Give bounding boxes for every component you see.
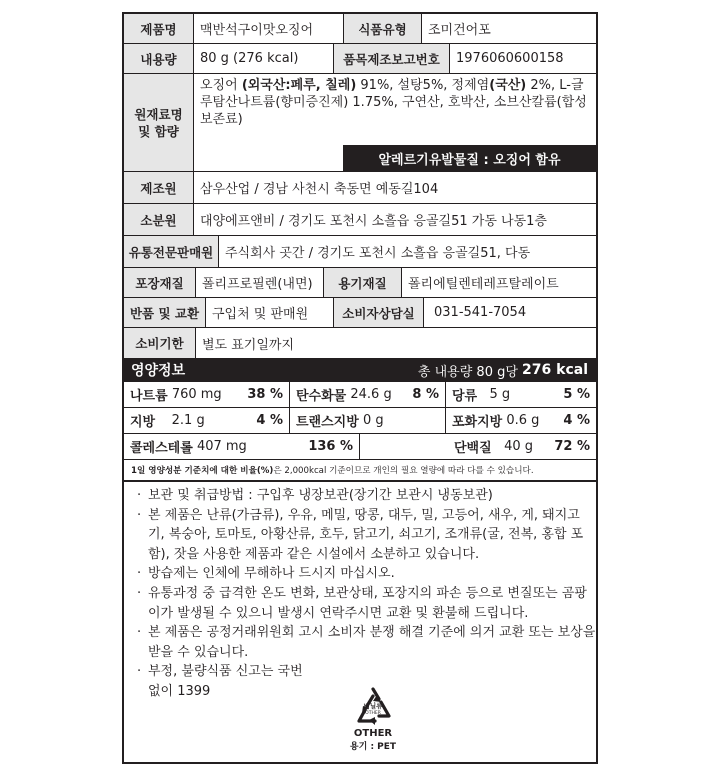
subdivider-value: 대양에프앤비 / 경기도 포천시 소흘읍 응골길51 가동 나동1층 bbox=[200, 214, 547, 229]
manufacturer-label: 제조원 bbox=[124, 172, 194, 203]
note-report: · 부정, 불량식품 신고는 국번 없이 1399 bbox=[137, 664, 303, 699]
nutrient-sat-fat-name: 포화지방 bbox=[452, 415, 503, 430]
nutrient-sat-fat-pct: 4 % bbox=[563, 413, 590, 428]
nutrition-row-2 bbox=[124, 408, 596, 434]
distributor-value: 주식회사 곳간 / 경기도 포천시 소흘읍 응골길51, 다동 bbox=[225, 246, 531, 261]
note-spoilage: · 유통과정 중 급격한 온도 변화, 보관상태, 포장지의 파손 등으로 변질또는 곰팡이가 발생될 수 있으니 발생시 연락주시면 교환 및 환불해 드립니다. bbox=[137, 585, 587, 621]
nutrient-protein bbox=[360, 434, 596, 459]
product-name-label: 제품명 bbox=[124, 14, 194, 43]
nutrient-sodium-pct: 38 % bbox=[247, 387, 283, 402]
nutrient-sugars-amount: 5 g bbox=[489, 387, 511, 402]
row-product-name bbox=[124, 14, 596, 44]
ingredients-text-1: 오징어 bbox=[200, 78, 242, 93]
note-compensation: · 본 제품은 공정거래위원회 고시 소비자 분쟁 해결 기준에 의거 교환 또는 보상을 받을 수 있습니다. bbox=[137, 625, 596, 660]
nutrient-sugars bbox=[446, 382, 596, 407]
packaging-label: 포장재질 bbox=[124, 268, 196, 297]
nutrient-fat-amount: 2.1 g bbox=[171, 413, 205, 428]
nutrient-fat-pct: 4 % bbox=[256, 413, 283, 428]
nutrient-carbs bbox=[290, 382, 446, 407]
nutrition-total-kcal: 276 kcal bbox=[522, 362, 588, 378]
food-label bbox=[122, 12, 598, 764]
nutrition-footnote bbox=[124, 460, 596, 482]
ingredients-label-line1: 원재료명 bbox=[134, 106, 183, 122]
note-allergen-facility-text: 본 제품은 난류(가금류), 우유, 메밀, 땅콩, 대두, 밀, 고등어, 새우, 게, 돼지고기, 복숭아, 토마토, 아황산류, 호두, 닭고기, 쇠고기, 조개류(굴, 전복, 홍합 포함), 잣을 사용한 제품과 같은 시설에서 소분하고 있습니다. bbox=[148, 507, 584, 562]
food-type-label: 식품유형 bbox=[344, 14, 422, 43]
recycle-icon bbox=[351, 686, 395, 726]
row-content bbox=[124, 44, 596, 74]
note-spoilage-text: 유통과정 중 급격한 온도 변화, 보관상태, 포장지의 파손 등으로 변질또는 곰팡이가 발생될 수 있으니 발생시 연락주시면 교환 및 환불해 드립니다. bbox=[148, 585, 587, 621]
note-desiccant: · 방습제는 인체에 무해하나 드시지 마십시오. bbox=[137, 566, 395, 582]
nutrient-cholesterol-name: 콜레스테롤 bbox=[130, 441, 193, 456]
nutrient-sodium-amount: 760 mg bbox=[171, 387, 222, 402]
packaging-value: 폴리프로필렌(내면) bbox=[196, 268, 324, 297]
food-type-value: 조미건어포 bbox=[428, 23, 491, 38]
report-no-label: 품목제조보고번호 bbox=[334, 44, 450, 73]
footnote-rest: 은 2,000kcal 기준이므로 개인의 필요 열량에 따라 다를 수 있습니다. bbox=[273, 466, 534, 476]
nutrient-carbs-amount: 24.6 g bbox=[350, 387, 392, 402]
nutrition-row-3 bbox=[124, 434, 596, 460]
nutrient-protein-pct: 72 % bbox=[554, 439, 590, 454]
ingredients-text-3: 2%, L-글루탐산나트륨(향미증진제) 1.75%, 구연산, 호박산, 소브산칼륨(합성보존료) bbox=[200, 78, 587, 127]
content-value: 80 g (276 kcal) bbox=[194, 44, 334, 73]
nutrition-title: 영양정보 bbox=[131, 363, 186, 379]
note-desiccant-text: 방습제는 인체에 무해하나 드시지 마십시오. bbox=[148, 566, 395, 582]
row-expiry bbox=[124, 328, 596, 358]
manufacturer-value: 삼우산업 / 경남 사천시 축동면 예동길104 bbox=[200, 182, 439, 197]
nutrient-trans-fat-amount: 0 g bbox=[362, 413, 384, 428]
note-storage: · 보관 및 취급방법 : 구입후 냉장보관(장기간 보관시 냉동보관) bbox=[137, 488, 493, 503]
subdivider-label: 소분원 bbox=[124, 204, 194, 235]
note-compensation-text: 본 제품은 공정거래위원회 고시 소비자 분쟁 해결 기준에 의거 교환 또는 보상을 받을 수 있습니다. bbox=[148, 625, 596, 660]
nutrient-trans-fat bbox=[290, 408, 446, 433]
ingredients-origin-salt: (국산) bbox=[489, 78, 527, 93]
returns-value: 구입처 및 판매원 bbox=[206, 298, 334, 327]
nutrient-sugars-pct: 5 % bbox=[563, 387, 590, 402]
product-name-value: 맥반석구이맛오징어 bbox=[194, 14, 344, 43]
nutrient-trans-fat-name: 트랜스지방 bbox=[296, 415, 359, 430]
row-distributor bbox=[124, 236, 596, 268]
container-value: 폴리에틸렌테레프탈레이트 bbox=[408, 277, 559, 292]
recycle-mark-text: 비닐류 bbox=[363, 702, 383, 710]
nutrition-header bbox=[124, 358, 596, 382]
nutrient-fat-name: 지방 bbox=[130, 415, 156, 430]
ingredients-label bbox=[124, 74, 194, 171]
recycle-other-label: OTHER bbox=[353, 728, 393, 739]
consult-label: 소비자상담실 bbox=[334, 298, 424, 327]
notes-list bbox=[124, 486, 596, 702]
report-no-value: 1976060600158 bbox=[456, 51, 564, 66]
row-subdivider bbox=[124, 204, 596, 236]
allergy-badge: 알레르기유발물질 : 오징어 함유 bbox=[343, 145, 596, 171]
ingredients-text-2: 91%, 설탕5%, 정제염 bbox=[356, 78, 490, 93]
nutrient-carbs-pct: 8 % bbox=[412, 387, 439, 402]
nutrient-carbs-name: 탄수화물 bbox=[296, 389, 347, 404]
nutrient-sodium bbox=[124, 382, 290, 407]
nutrient-fat bbox=[124, 408, 290, 433]
nutrition-total bbox=[418, 358, 588, 382]
row-packaging bbox=[124, 268, 596, 298]
row-manufacturer bbox=[124, 172, 596, 204]
note-storage-text: 보관 및 취급방법 : 구입후 냉장보관(장기간 보관시 냉동보관) bbox=[148, 488, 493, 503]
content-label: 내용량 bbox=[124, 44, 194, 73]
returns-label: 반품 및 교환 bbox=[124, 298, 206, 327]
nutrition-total-prefix: 총 내용량 80 g당 bbox=[417, 364, 518, 380]
nutrient-sodium-name: 나트륨 bbox=[130, 389, 168, 404]
ingredients-label-line2: 및 함량 bbox=[138, 123, 179, 139]
nutrient-cholesterol-amount: 407 mg bbox=[196, 439, 247, 454]
expiry-value: 별도 표기일까지 bbox=[202, 337, 295, 353]
consult-value: 031-541-7054 bbox=[434, 305, 527, 320]
nutrient-sugars-name: 당류 bbox=[452, 389, 478, 404]
distributor-label: 유통전문판매원 bbox=[124, 236, 219, 267]
nutrient-protein-name: 단백질 bbox=[454, 441, 492, 456]
container-label: 용기재질 bbox=[324, 268, 402, 297]
recycle-mark bbox=[346, 686, 400, 758]
row-returns bbox=[124, 298, 596, 328]
nutrition-row-1 bbox=[124, 382, 596, 408]
nutrient-sat-fat-amount: 0.6 g bbox=[506, 413, 540, 428]
nutrient-cholesterol bbox=[124, 434, 360, 459]
row-ingredients bbox=[124, 74, 596, 172]
ingredients-origin-squid: (외국산:페루, 칠레) bbox=[241, 78, 357, 93]
expiry-label: 소비기한 bbox=[124, 328, 196, 358]
note-allergen-facility: · 본 제품은 난류(가금류), 우유, 메밀, 땅콩, 대두, 밀, 고등어, 새우, 게, 돼지고기, 복숭아, 토마토, 아황산류, 호두, 닭고기, 쇠고기, 조개류(굴, 전복, 홍합 포함), 잣을 사용한 제품과 같은 시설에서 소분하고 있습니다. bbox=[137, 507, 584, 562]
recycle-container-label: 용기 : PET bbox=[349, 742, 397, 752]
recycle-mark-sub: OTHER bbox=[365, 711, 381, 716]
nutrient-sat-fat bbox=[446, 408, 596, 433]
note-report-text: 부정, 불량식품 신고는 국번 없이 1399 bbox=[148, 664, 303, 699]
nutrient-cholesterol-pct: 136 % bbox=[308, 439, 353, 454]
footnote-bold: 1일 영양성분 기준치에 대한 비율(%) bbox=[131, 466, 274, 476]
nutrient-protein-amount: 40 g bbox=[504, 439, 534, 454]
